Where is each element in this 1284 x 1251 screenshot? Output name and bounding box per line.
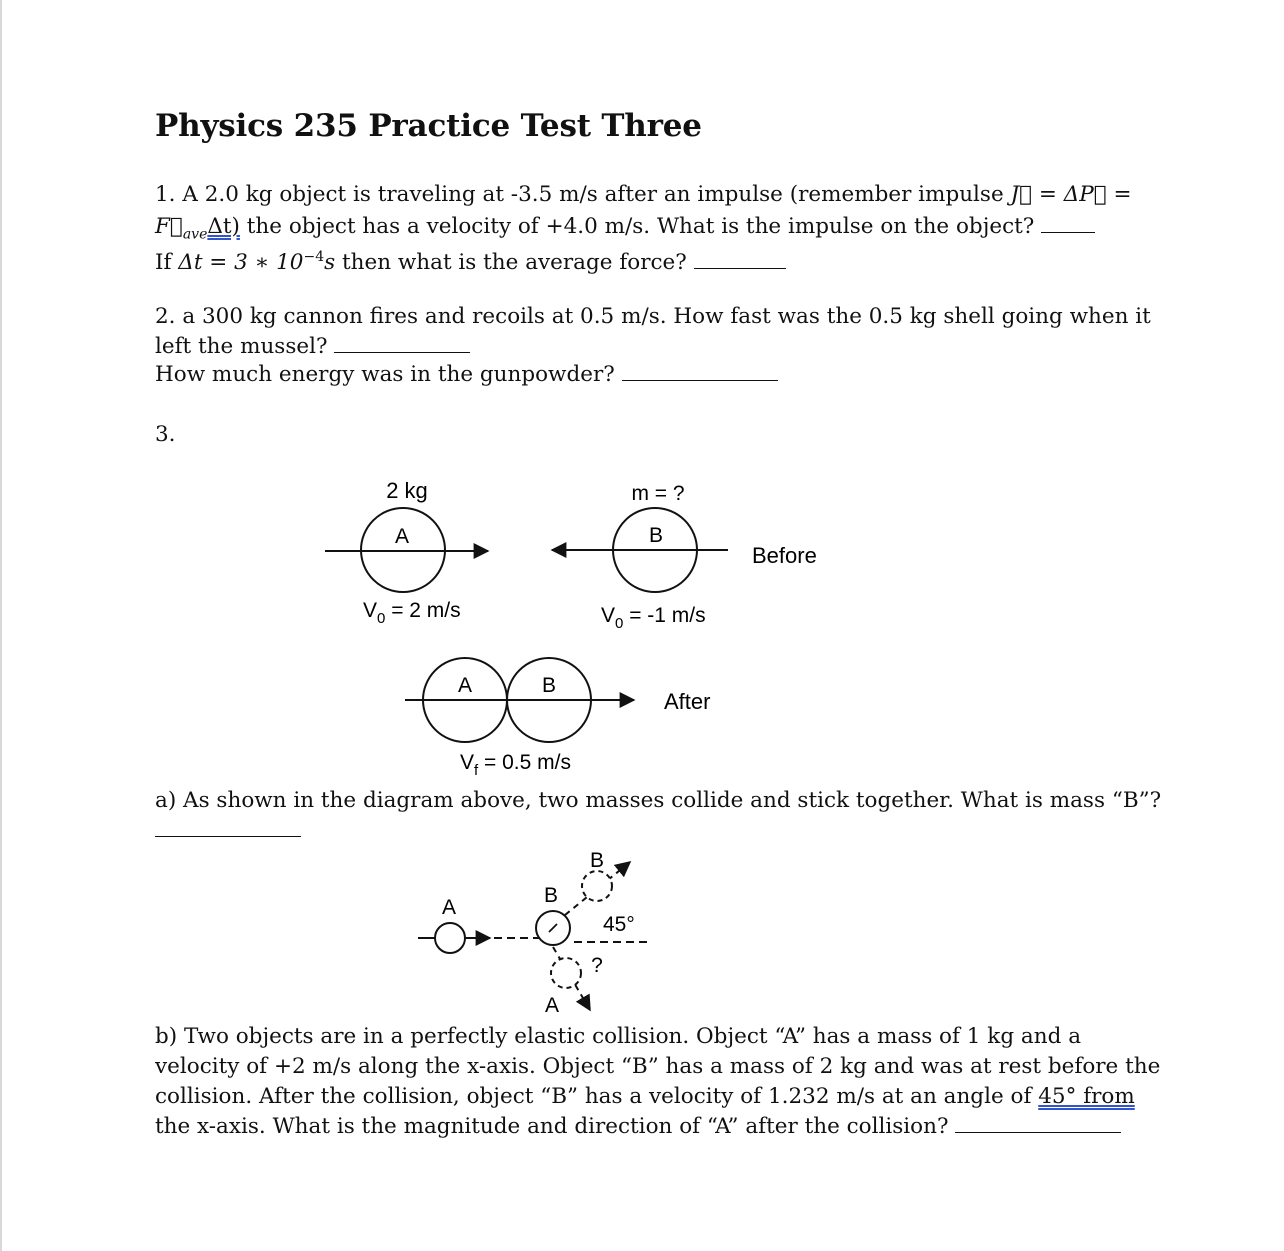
ball-b-label: B: [648, 524, 664, 547]
ball-a-label: A: [394, 525, 410, 548]
after-label: After: [664, 689, 711, 714]
impulse-equation: J⃗ = ΔP⃗ =: [1010, 182, 1132, 207]
delta-t: Δt): [207, 214, 240, 239]
final-velocity: $V_f = 0.5$ m/s: [460, 751, 571, 779]
q1-line2: $F⃗_{ave}\Delta t$) the object has a velocity of +4.0 m/s. What is the impulse on the object?: [155, 212, 1095, 249]
ball-a-velocity: $V_0 = 2$ m/s: [363, 599, 461, 627]
before-label: Before: [752, 543, 817, 568]
q1-line1: 1. A 2.0 kg object is traveling at -3.5 m/s after an impulse (remember impulse J⃗ = ΔP⃗ =: [155, 182, 1132, 207]
q3-part-a-answer: [155, 816, 301, 846]
q2-line1: 2. a 300 kg cannon fires and recoils at 0.5 m/s. How fast was the 0.5 kg shell going when it: [155, 304, 1151, 329]
q2-line2: left the mussel?: [155, 332, 470, 362]
ball-a-after-label: A: [457, 674, 473, 697]
force-symbol: F⃗: [155, 214, 183, 239]
ball-a-initial-label: A: [441, 896, 457, 919]
ball-b-velocity: $V_0 = -1$ m/s: [601, 604, 706, 632]
unknown-angle-label: ?: [591, 954, 603, 977]
force-subscript: ave: [182, 226, 208, 243]
q3-number: 3.: [155, 422, 176, 447]
ball-a-mass: 2 kg: [386, 478, 428, 503]
answer-blank-mass-b[interactable]: [155, 816, 301, 837]
ball-b-initial-label: B: [543, 884, 559, 907]
ball-b-after-label: B: [541, 674, 557, 697]
q1-line3: If Δt = 3 ∗ $10^{-4}s$ then what is the average force?: [155, 242, 786, 278]
q3-part-b-line3: collision. After the collision, object “B” has a velocity of 1.232 m/s at an angle of 45° from: [155, 1084, 1135, 1109]
ball-a-outgoing: [551, 958, 581, 988]
ball-b-outgoing: [582, 871, 612, 901]
page-title: Physics 235 Practice Test Three: [155, 108, 702, 144]
q3-part-a: a) As shown in the diagram above, two masses collide and stick together. What is mass “B”?: [155, 788, 1162, 813]
angle-phrase: 45° from: [1038, 1084, 1135, 1109]
q3-part-b-line4: the x-axis. What is the magnitude and direction of “A” after the collision?: [155, 1112, 1121, 1142]
ball-a-incoming: [435, 923, 465, 953]
ball-b-mass: m = ?: [631, 482, 685, 505]
q2-line3: How much energy was in the gunpowder?: [155, 360, 778, 390]
q3-part-b-line2: velocity of +2 m/s along the x-axis. Object “B” has a mass of 2 kg and was at rest before the: [155, 1054, 1161, 1079]
answer-blank-velocity-a[interactable]: [955, 1112, 1121, 1133]
ball-b-final-label: B: [589, 849, 605, 872]
ball-a-final-label: A: [544, 994, 560, 1017]
q3-part-b-line1: b) Two objects are in a perfectly elastic collision. Object “A” has a mass of 1 kg and a: [155, 1024, 1082, 1049]
ball-b-rest-mark: [549, 924, 557, 932]
angle-label: 45°: [603, 913, 635, 936]
